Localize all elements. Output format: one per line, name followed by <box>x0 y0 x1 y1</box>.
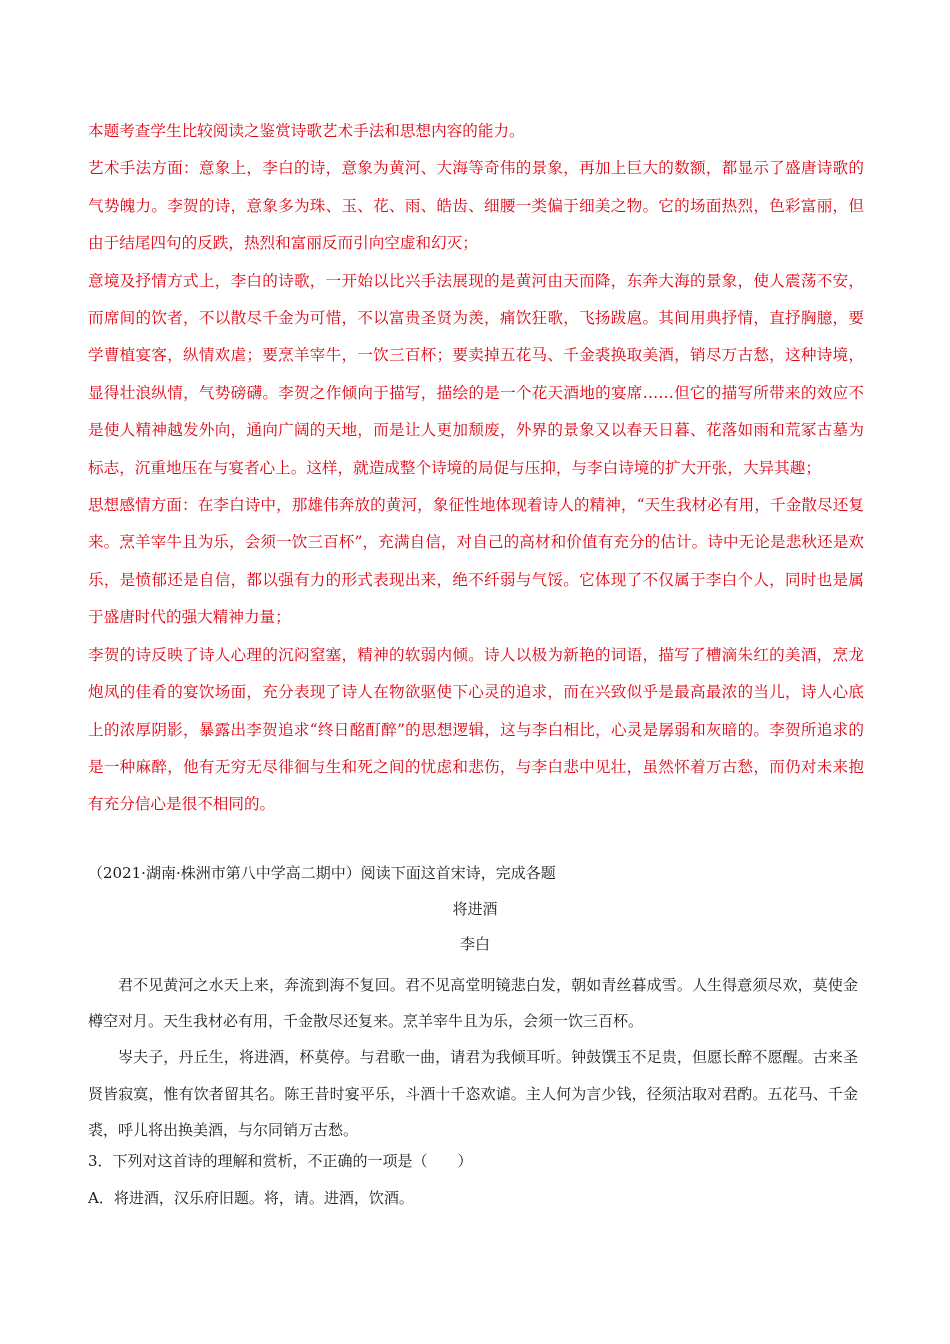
analysis-paragraph: 意境及抒情方式上，李白的诗歌，一开始以比兴手法展现的是黄河由天而降，东奔大海的景象，使人震荡不安，而席间的饮者，不以散尽千金为可惜，不以富贵圣贤为羡，痛饮狂歌，飞扬跋扈。其间用典抒情，直抒胸臆，要学曹植宴客，纵情欢虐；要烹羊宰牛，一饮三百杯；要卖掉五花马、千金裘换取美酒，销尽万古愁，这种诗境，显得壮浪纵情，气势磅礴。李贺之作倾向于描写，描绘的是一个花天酒地的宴席……但它的描写所带来的效应不是使人精神越发外向，通向广阔的天地，而是让人更加颓废，外界的景象又以春天日暮、花落如雨和荒冢古墓为标志，沉重地压在与宴者心上。这样，就造成整个诗境的局促与压抑，与李白诗境的扩大开张，大异其趣； <box>88 271 864 477</box>
question-option-a: A．将进酒，汉乐府旧题。将，请。进酒，饮酒。 <box>88 1189 414 1207</box>
question-stem: 3．下列对这首诗的理解和赏析，不正确的一项是（ ） <box>88 1152 473 1170</box>
answer-analysis <box>88 113 864 824</box>
poem-body <box>88 967 858 1148</box>
question-source: （2021·湖南·株洲市第八中学高二期中）阅读下面这首宋诗，完成各题 <box>88 864 556 882</box>
analysis-paragraph: 李贺的诗反映了诗人心理的沉闷窒塞，精神的软弱内倾。诗人以极为新艳的词语，描写了槽滴朱红的美酒，烹龙炮凤的佳肴的宴饮场面，充分表现了诗人在物欲驱使下心灵的追求，而在兴致似乎是最高最浓的当儿，诗人心底上的浓厚阴影，暴露出李贺追求“终日酩酊醉”的思想逻辑，这与李白相比，心灵是孱弱和灰暗的。李贺所追求的是一种麻醉，他有无穷无尽徘徊与生和死之间的忧虑和悲伤，与李白悲中见壮，虽然怀着万古愁，而仍对未来抱有充分信心是很不相同的。 <box>88 645 864 814</box>
analysis-paragraph: 艺术手法方面：意象上，李白的诗，意象为黄河、大海等奇伟的景象，再加上巨大的数额，都显示了盛唐诗歌的气势魄力。李贺的诗，意象多为珠、玉、花、雨、皓齿、细腰一类偏于细美之物。它的场面热烈，色彩富丽，但由于结尾四句的反跌，热烈和富丽反而引向空虚和幻灭； <box>88 159 864 253</box>
poem-stanza: 岑夫子，丹丘生，将进酒，杯莫停。与君歌一曲，请君为我倾耳听。钟鼓馔玉不足贵，但愿长醉不愿醒。古来圣贤皆寂寞，惟有饮者留其名。陈王昔时宴平乐，斗酒十千恣欢谑。主人何为言少钱，径须沽取对君酌。五花马、千金裘，呼儿将出换美酒，与尔同销万古愁。 <box>88 1048 858 1139</box>
analysis-paragraph: 本题考查学生比较阅读之鉴赏诗歌艺术手法和思想内容的能力。 <box>88 122 525 140</box>
analysis-paragraph: 思想感情方面：在李白诗中，那雄伟奔放的黄河，象征性地体现着诗人的精神，“天生我材必有用，千金散尽还复来。烹羊宰牛且为乐，会须一饮三百杯”，充满自信，对自己的高材和价值有充分的估计。诗中无论是悲秋还是欢乐，是愤郁还是自信，都以强有力的形式表现出来，绝不纤弱与气馁。它体现了不仅属于李白个人，同时也是属于盛唐时代的强大精神力量； <box>88 496 864 627</box>
poem-author: 李白 <box>459 935 490 953</box>
poem-stanza: 君不见黄河之水天上来，奔流到海不复回。君不见高堂明镜悲白发，朝如青丝暮成雪。人生得意须尽欢，莫使金樽空对月。天生我材必有用，千金散尽还复来。烹羊宰牛且为乐，会须一饮三百杯。 <box>88 976 858 1031</box>
poem-title: 将进酒 <box>452 900 498 918</box>
